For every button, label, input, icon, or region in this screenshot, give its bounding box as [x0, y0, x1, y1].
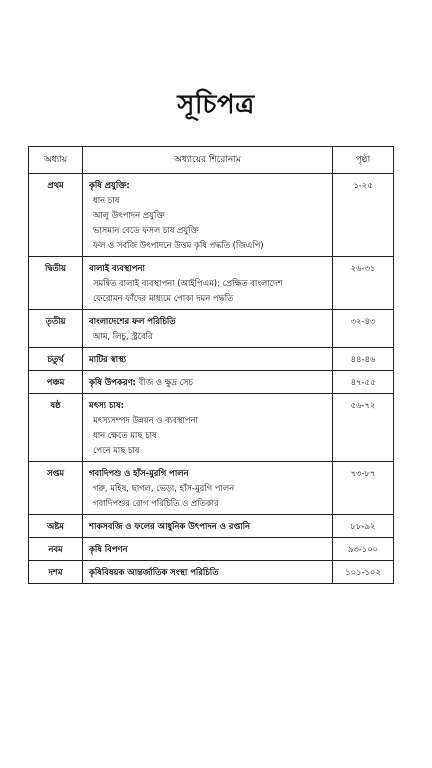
table-row — [29, 174, 394, 257]
chapter-content — [83, 462, 333, 515]
page-range: ১-২৫ — [333, 174, 394, 257]
header-page: পৃষ্ঠা — [333, 147, 394, 174]
chapter-number: প্রথম — [29, 174, 83, 257]
page-range: ৯৩-১০০ — [333, 538, 394, 561]
subtopic: ফেরোমন ফাঁদের মাধ্যমে পোকা দমন পদ্ধতি — [93, 293, 234, 303]
subtopic: আলু উৎপাদন প্রযুক্তি — [93, 210, 165, 220]
chapter-title: বাংলাদেশের ফল পরিচিতি — [89, 316, 176, 326]
page-range: ৩২-৪৩ — [333, 310, 394, 348]
table-row — [29, 394, 394, 462]
table-of-contents — [28, 146, 394, 584]
chapter-content — [83, 515, 333, 538]
chapter-number: চতুর্থ — [29, 348, 83, 371]
subtopic: ধান চাষ — [93, 195, 120, 205]
table-row — [29, 561, 394, 584]
chapter-content — [83, 174, 333, 257]
chapter-title-extra: বীজ ও ক্ষুদ্র সেচ — [135, 377, 194, 387]
chapter-number: ষষ্ঠ — [29, 394, 83, 462]
page-range: ৭৩-৮৭ — [333, 462, 394, 515]
table-header-row — [29, 147, 394, 174]
chapter-number: সপ্তম — [29, 462, 83, 515]
subtopic: ভাসমান বেডে ফসল চাষ প্রযুক্তি — [93, 225, 199, 235]
chapter-content — [83, 348, 333, 371]
page-range: ৫৬-৭২ — [333, 394, 394, 462]
chapter-number: নবম — [29, 538, 83, 561]
chapter-title: মাটির স্বাস্থ্য — [89, 354, 127, 364]
page-range: ৮৮-৯২ — [333, 515, 394, 538]
subtopic: মৎস্যসম্পদ উন্নয়ন ও ব্যবস্থাপনা — [93, 415, 198, 425]
chapter-title: গবাদিপশু ও হাঁস-মুরগি পালন — [89, 468, 189, 478]
subtopic: পেনে মাছ চাষ — [93, 445, 140, 455]
chapter-title: বালাই ব্যবস্থাপনা — [89, 263, 145, 273]
chapter-number: দশম — [29, 561, 83, 584]
table-row — [29, 348, 394, 371]
page-range: ২৬-৩১ — [333, 257, 394, 310]
chapter-title: কৃষিবিষয়ক আন্তর্জাতিক সংস্থা পরিচিতি — [89, 567, 219, 577]
subtopic: গরু, মহিষ, ছাগল, ভেড়া, হাঁস-মুরগি পালন — [93, 483, 235, 493]
subtopic: আম, লিচু, স্ট্রবেরি — [93, 331, 153, 341]
chapter-content — [83, 561, 333, 584]
chapter-title: কৃষি বিপণন — [89, 544, 128, 554]
chapter-number: তৃতীয় — [29, 310, 83, 348]
table-row — [29, 538, 394, 561]
chapter-content — [83, 538, 333, 561]
chapter-content — [83, 371, 333, 394]
chapter-number: অষ্টম — [29, 515, 83, 538]
header-chapter: অধ্যায় — [29, 147, 83, 174]
subtopic: ফল ও সবজি উৎপাদনে উত্তম কৃষি পদ্ধতি (জিএপি) — [93, 240, 264, 250]
chapter-title: মৎস্য চাষ: — [89, 400, 124, 410]
chapter-title: কৃষি উপকরণ: — [89, 377, 136, 387]
page-range: ১০১-১০২ — [333, 561, 394, 584]
chapter-title: শাকসবজি ও ফলের আধুনিক উৎপাদন ও রপ্তানি — [89, 521, 251, 531]
chapter-content — [83, 310, 333, 348]
table-row — [29, 310, 394, 348]
table-row — [29, 462, 394, 515]
subtopic: সমন্বিত বালাই ব্যবস্থাপনা (আইপিএম): প্রেক্ষিত বাংলাদেশ — [93, 278, 283, 288]
table-row — [29, 515, 394, 538]
page-range: ৪৪-৪৬ — [333, 348, 394, 371]
chapter-content — [83, 257, 333, 310]
subtopic: ধান ক্ষেতে মাছ চাষ — [93, 430, 157, 440]
subtopic: গবাদিপশুর রোগ পরিচিতি ও প্রতিকার — [93, 498, 219, 508]
chapter-number: দ্বিতীয় — [29, 257, 83, 310]
table-row — [29, 257, 394, 310]
table-row — [29, 371, 394, 394]
page-range: ৪৭-৫৫ — [333, 371, 394, 394]
chapter-title: কৃষি প্রযুক্তি: — [89, 180, 130, 190]
header-chapter-title: অধ্যায়ের শিরোনাম — [83, 147, 333, 174]
chapter-content — [83, 394, 333, 462]
page-title: সূচিপত্র — [177, 90, 255, 120]
chapter-number: পঞ্চম — [29, 371, 83, 394]
